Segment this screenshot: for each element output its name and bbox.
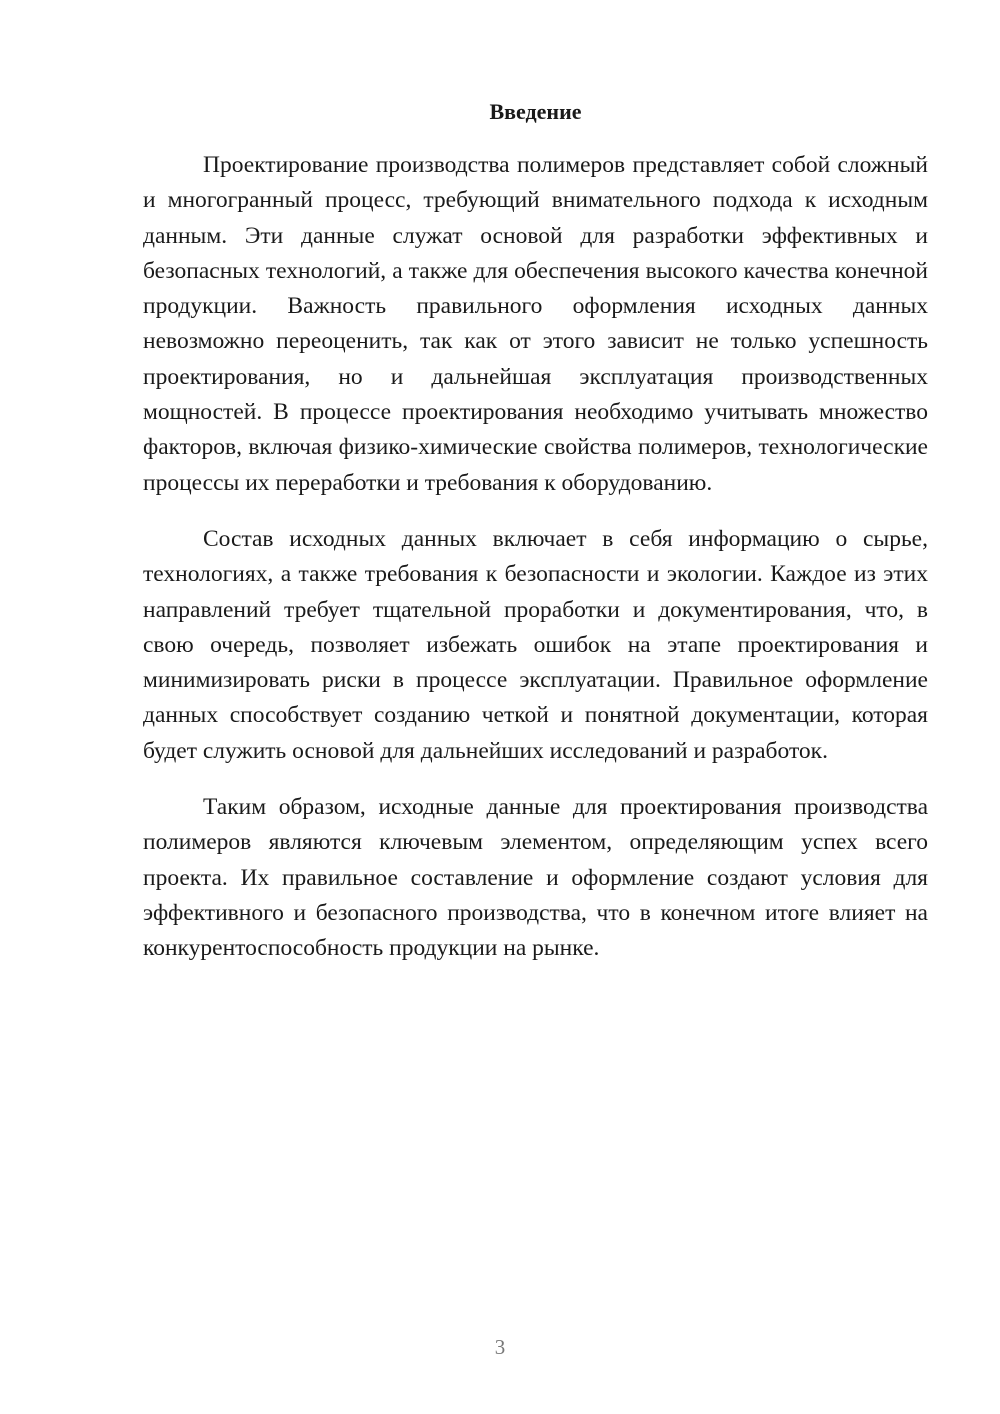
paragraph-1: Проектирование производства полимеров представляет собой сложный и многогранный процесс, требующий внимательного подхода к исходным данным. Эти данные служат основой для разработки эффективных и безопасных технологий, а также для обеспечения высокого качества конечной продукции. Важность правильного оформления исходных данных невозможно переоценить, так как от этого зависит не только успешность проектирования, но и дальнейшая эксплуатация производственных мощностей. В процессе проектирования необходимо учитывать множество факторов, включая физико-химические свойства полимеров, технологические процессы их переработки и требования к оборудованию.	[143, 152, 928, 496]
page-content	[143, 92, 928, 967]
paragraph-3: Таким образом, исходные данные для проектирования производства полимеров являются ключевым элементом, определяющим успех всего проекта. Их правильное составление и оформление создают условия для эффективного и безопасного производства, что в конечном итоге влияет на конкурентоспособность продукции на рынке.	[143, 794, 928, 962]
paragraph-2: Состав исходных данных включает в себя информацию о сырье, технологиях, а также требования к безопасности и экологии. Каждое из этих направлений требует тщательной проработки и документирования, что, в свою очередь, позволяет избежать ошибок на этапе проектирования и минимизировать риски в процессе эксплуатации. Правильное оформление данных способствует созданию четкой и понятной документации, которая будет служить основой для дальнейших исследований и разработок.	[143, 525, 928, 764]
page-number: 3	[494, 1335, 506, 1359]
section-heading: Введение	[489, 99, 582, 124]
